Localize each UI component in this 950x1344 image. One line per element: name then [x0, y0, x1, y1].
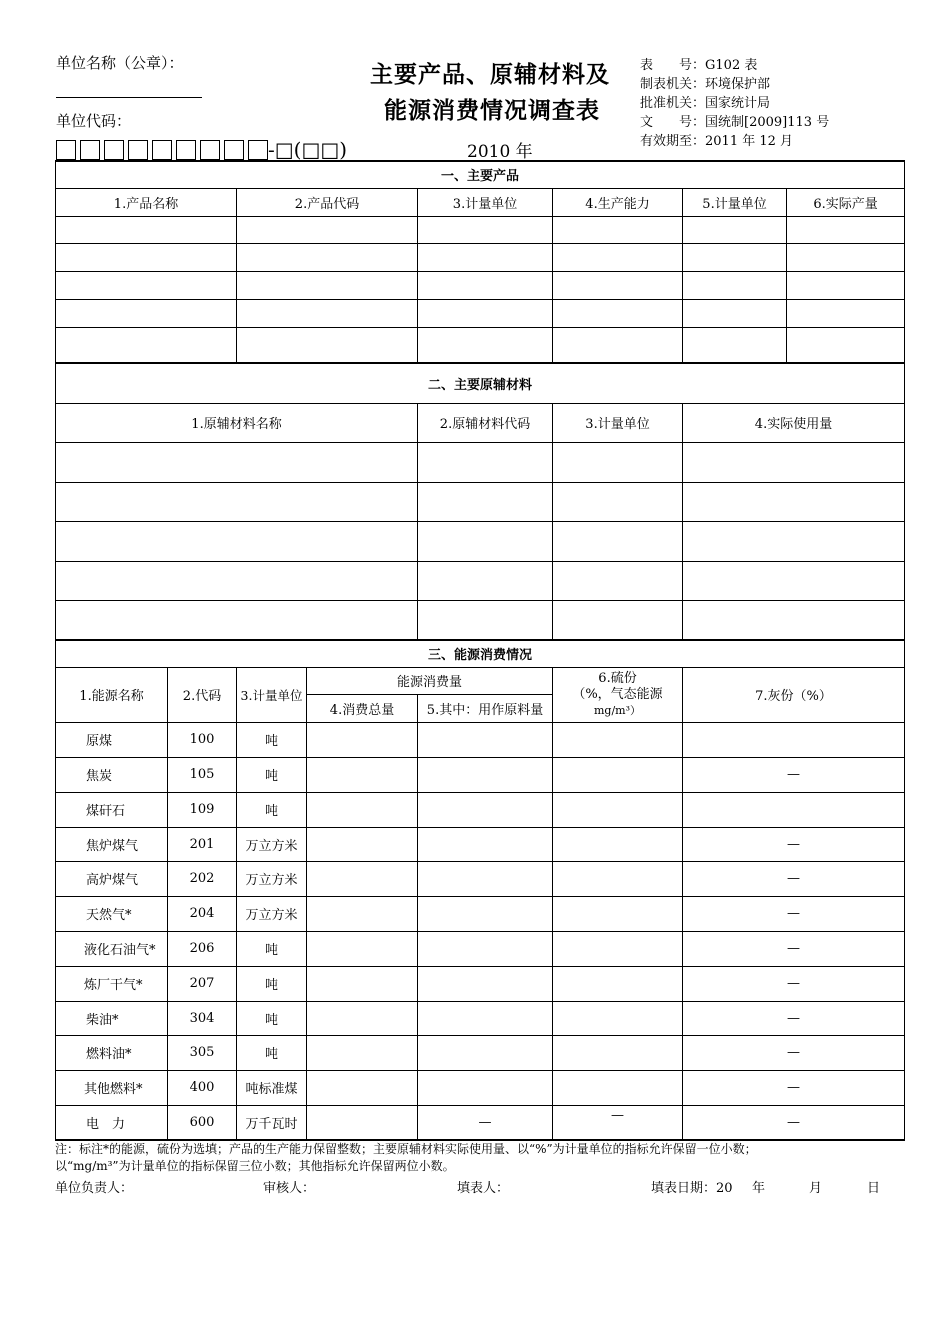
energy-ash[interactable]: —: [683, 896, 905, 931]
unit-name-label: 单位名称（公章）：: [56, 54, 184, 72]
col-header: 2.代码: [168, 667, 237, 722]
table-row: [56, 482, 905, 521]
section3-title: 三、能源消费情况: [56, 640, 905, 667]
cell[interactable]: [787, 243, 905, 271]
cell[interactable]: [787, 299, 905, 327]
energy-raw[interactable]: [418, 966, 553, 1001]
table-row: [56, 216, 905, 243]
energy-name: 原煤: [56, 722, 168, 757]
col-header-sulfur: 6.硫份 （%，气态能源 mg/m³）: [553, 667, 683, 722]
energy-name: 天然气*: [56, 896, 168, 931]
col-header: 3.计量单位: [553, 403, 683, 442]
code-cell[interactable]: [237, 271, 418, 299]
table-row: [56, 299, 905, 327]
energy-code: 304: [168, 1001, 237, 1035]
energy-code: 305: [168, 1035, 237, 1070]
energy-raw[interactable]: [418, 722, 553, 757]
col-header: 1.原辅材料名称: [56, 403, 418, 442]
fill-date-label: 填表日期：20: [651, 1181, 733, 1196]
energy-name: 液化石油气*: [56, 931, 168, 966]
col-header-group: 能源消费量: [307, 667, 553, 694]
energy-ash[interactable]: —: [683, 931, 905, 966]
cell[interactable]: [56, 216, 237, 243]
col-header: 4.实际使用量: [683, 403, 905, 442]
table-row: [56, 600, 905, 639]
energy-code: 207: [168, 966, 237, 1001]
energy-name: 高炉煤气: [56, 861, 168, 896]
fill-date-year: 年: [752, 1181, 766, 1196]
energy-unit: 吨: [237, 931, 307, 966]
energy-unit: 万立方米: [237, 896, 307, 931]
energy-total[interactable]: [307, 1105, 418, 1140]
energy-raw[interactable]: [418, 757, 553, 792]
energy-total[interactable]: [307, 1070, 418, 1105]
cell[interactable]: [56, 327, 237, 363]
energy-row: [56, 792, 905, 827]
energy-total[interactable]: [307, 896, 418, 931]
energy-total[interactable]: [307, 861, 418, 896]
cell[interactable]: [553, 521, 683, 561]
col-header: 1.产品名称: [56, 188, 237, 216]
table-row: [56, 243, 905, 271]
cell[interactable]: [683, 271, 787, 299]
cell[interactable]: [56, 600, 418, 639]
code-cell[interactable]: [237, 327, 418, 363]
materials-table: [55, 362, 905, 640]
energy-name: 焦炉煤气: [56, 827, 168, 861]
energy-ash[interactable]: —: [683, 1070, 905, 1105]
energy-row: [56, 722, 905, 757]
energy-code: 202: [168, 861, 237, 896]
energy-ash[interactable]: —: [683, 827, 905, 861]
responsible-label: 单位负责人：: [55, 1181, 134, 1196]
cell[interactable]: [683, 216, 787, 243]
cell[interactable]: [418, 271, 553, 299]
energy-sulfur[interactable]: [553, 1035, 683, 1070]
energy-sulfur[interactable]: [553, 966, 683, 1001]
energy-raw[interactable]: [418, 931, 553, 966]
code-cell[interactable]: [418, 521, 553, 561]
energy-total[interactable]: [307, 792, 418, 827]
cell[interactable]: [56, 243, 237, 271]
energy-ash[interactable]: —: [683, 861, 905, 896]
cell[interactable]: [56, 299, 237, 327]
energy-ash[interactable]: —: [683, 1001, 905, 1035]
footnote: 注：标注*的能源，硫份为选填；产品的生产能力保留整数；主要原辅材料实际使用量、以“%”为计量单位的指标允许保留一位小数； 以“mg/m³”为计量单位的指标保留三位小数；其他指标允许保留两位小数。: [55, 1142, 757, 1173]
cell[interactable]: [56, 442, 418, 482]
meta-line: 批准机关：国家统计局: [640, 96, 771, 111]
cell[interactable]: [683, 561, 905, 600]
form-meta: [640, 56, 829, 151]
energy-raw[interactable]: [418, 861, 553, 896]
energy-code: 206: [168, 931, 237, 966]
energy-row: [56, 757, 905, 792]
code-cell[interactable]: [418, 561, 553, 600]
energy-ash[interactable]: —: [683, 757, 905, 792]
cell[interactable]: [553, 271, 683, 299]
energy-total[interactable]: [307, 1035, 418, 1070]
cell[interactable]: [683, 327, 787, 363]
energy-code: 109: [168, 792, 237, 827]
energy-unit: 吨: [237, 1035, 307, 1070]
energy-table: [55, 639, 905, 1141]
col-header: 2.原辅材料代码: [418, 403, 553, 442]
cell[interactable]: [418, 299, 553, 327]
col-header: 3.计量单位: [237, 667, 307, 722]
energy-code: 201: [168, 827, 237, 861]
energy-sulfur[interactable]: [553, 1070, 683, 1105]
code-cell[interactable]: [418, 600, 553, 639]
cell[interactable]: [553, 299, 683, 327]
cell[interactable]: [56, 561, 418, 600]
form-title-line1: 主要产品、原辅材料及: [370, 62, 610, 88]
energy-unit: 吨: [237, 1001, 307, 1035]
cell[interactable]: [56, 521, 418, 561]
unit-code-label: 单位代码：: [56, 112, 132, 130]
col-header: 5.其中：用作原料量: [418, 694, 553, 722]
energy-unit: 万千瓦时: [237, 1105, 307, 1140]
energy-ash[interactable]: —: [683, 1105, 905, 1140]
energy-ash[interactable]: —: [683, 1035, 905, 1070]
energy-row: [56, 931, 905, 966]
cell[interactable]: [683, 442, 905, 482]
fill-date-month: 月: [809, 1181, 823, 1196]
energy-sulfur[interactable]: [553, 722, 683, 757]
cell[interactable]: [787, 216, 905, 243]
col-header: 6.实际产量: [787, 188, 905, 216]
energy-raw[interactable]: —: [418, 1105, 553, 1140]
cell[interactable]: [56, 271, 237, 299]
energy-code: 100: [168, 722, 237, 757]
cell[interactable]: [553, 600, 683, 639]
energy-row: [56, 1070, 905, 1105]
section2-title: 二、主要原辅材料: [56, 363, 905, 403]
code-cell[interactable]: [237, 243, 418, 271]
cell[interactable]: [553, 561, 683, 600]
cell[interactable]: [553, 327, 683, 363]
energy-code: 600: [168, 1105, 237, 1140]
energy-name: 电 力: [56, 1105, 168, 1140]
energy-name: 其他燃料*: [56, 1070, 168, 1105]
energy-sulfur[interactable]: [553, 1001, 683, 1035]
energy-total[interactable]: [307, 1001, 418, 1035]
col-header: 2.产品代码: [237, 188, 418, 216]
cell[interactable]: [418, 243, 553, 271]
unit-code-boxes[interactable]: [56, 136, 347, 162]
energy-unit: 万立方米: [237, 827, 307, 861]
energy-ash[interactable]: —: [683, 966, 905, 1001]
energy-sulfur[interactable]: —: [553, 1105, 683, 1140]
energy-raw[interactable]: [418, 827, 553, 861]
col-header: 7.灰份（%）: [683, 667, 905, 722]
form-year: 2010 年: [467, 142, 533, 162]
table-row: [56, 442, 905, 482]
energy-code: 400: [168, 1070, 237, 1105]
energy-raw[interactable]: [418, 1035, 553, 1070]
col-header: 3.计量单位: [418, 188, 553, 216]
cell[interactable]: [418, 327, 553, 363]
col-header: 4.消费总量: [307, 694, 418, 722]
energy-code: 105: [168, 757, 237, 792]
energy-total[interactable]: [307, 722, 418, 757]
code-cell[interactable]: [418, 442, 553, 482]
table-row: [56, 521, 905, 561]
form-title-line2: 能源消费情况调查表: [384, 98, 600, 124]
cell[interactable]: [683, 600, 905, 639]
energy-row: [56, 896, 905, 931]
reviewer-label: 审核人：: [263, 1181, 316, 1196]
code-cell[interactable]: [237, 299, 418, 327]
energy-name: 煤矸石: [56, 792, 168, 827]
energy-sulfur[interactable]: [553, 861, 683, 896]
energy-sulfur[interactable]: [553, 931, 683, 966]
cell[interactable]: [56, 482, 418, 521]
cell[interactable]: [418, 216, 553, 243]
energy-row: [56, 966, 905, 1001]
energy-total[interactable]: [307, 931, 418, 966]
energy-total[interactable]: [307, 827, 418, 861]
energy-ash[interactable]: [683, 792, 905, 827]
table-row: [56, 561, 905, 600]
col-header: 1.能源名称: [56, 667, 168, 722]
energy-unit: 吨标准煤: [237, 1070, 307, 1105]
filler-label: 填表人：: [457, 1181, 510, 1196]
energy-name: 焦炭: [56, 757, 168, 792]
energy-raw[interactable]: [418, 792, 553, 827]
meta-line: 有效期至：2011 年 12 月: [640, 134, 794, 149]
table-row: [56, 327, 905, 363]
energy-row: [56, 861, 905, 896]
energy-unit: 吨: [237, 722, 307, 757]
energy-total[interactable]: [307, 966, 418, 1001]
col-header: 4.生产能力: [553, 188, 683, 216]
energy-sulfur[interactable]: [553, 896, 683, 931]
energy-unit: 吨: [237, 792, 307, 827]
unit-name-underline: [56, 97, 202, 98]
energy-raw[interactable]: [418, 896, 553, 931]
cell[interactable]: [553, 243, 683, 271]
energy-sulfur[interactable]: [553, 792, 683, 827]
energy-name: 炼厂干气*: [56, 966, 168, 1001]
energy-unit: 吨: [237, 966, 307, 1001]
meta-line: 文 号：国统制[2009]113 号: [640, 115, 830, 130]
code-cell[interactable]: [237, 216, 418, 243]
cell[interactable]: [553, 482, 683, 521]
energy-row: [56, 827, 905, 861]
meta-line: 制表机关：环境保护部: [640, 77, 771, 92]
col-header: 5.计量单位: [683, 188, 787, 216]
energy-row: [56, 1001, 905, 1035]
energy-total[interactable]: [307, 757, 418, 792]
cell[interactable]: [683, 243, 787, 271]
cell[interactable]: [553, 442, 683, 482]
cell[interactable]: [787, 327, 905, 363]
cell[interactable]: [683, 482, 905, 521]
energy-row: [56, 1105, 905, 1140]
section1-title: 一、主要产品: [56, 161, 905, 188]
energy-name: 燃料油*: [56, 1035, 168, 1070]
energy-raw[interactable]: [418, 1001, 553, 1035]
cell[interactable]: [787, 271, 905, 299]
energy-sulfur[interactable]: [553, 827, 683, 861]
fill-date-day: 日: [867, 1181, 881, 1196]
energy-row: [56, 1035, 905, 1070]
code-cell[interactable]: [418, 482, 553, 521]
energy-sulfur[interactable]: [553, 757, 683, 792]
products-table: [55, 160, 905, 364]
cell[interactable]: [683, 299, 787, 327]
energy-unit: 吨: [237, 757, 307, 792]
cell[interactable]: [553, 216, 683, 243]
energy-code: 204: [168, 896, 237, 931]
energy-ash[interactable]: [683, 722, 905, 757]
meta-line: 表 号：G102 表: [640, 58, 758, 73]
cell[interactable]: [683, 521, 905, 561]
energy-name: 柴油*: [56, 1001, 168, 1035]
energy-raw[interactable]: [418, 1070, 553, 1105]
table-row: [56, 271, 905, 299]
unit-code-suffix: -□(□□): [268, 137, 348, 162]
energy-unit: 万立方米: [237, 861, 307, 896]
